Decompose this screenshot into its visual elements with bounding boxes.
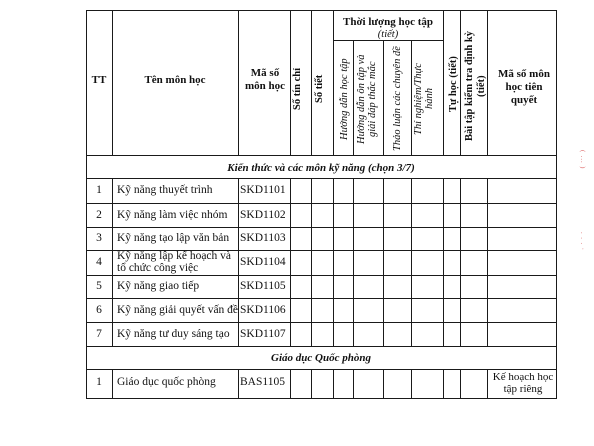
- header-course-code: Mã số môn học: [244, 67, 286, 92]
- header-review-line2: giải đáp thắc mắc: [367, 61, 378, 137]
- red-stamp-mark-2: . . . ·: [579, 232, 586, 251]
- header-tt: TT: [91, 74, 107, 86]
- grid-vline: [311, 10, 312, 156]
- row-prerequisite-line1: Kế hoạch học: [492, 371, 554, 383]
- header-review: [356, 44, 378, 154]
- row-course-code: SKD1105: [240, 280, 286, 292]
- header-prerequisite: Mã số môn học tiên quyết: [498, 68, 550, 106]
- grid-vline: [333, 178, 334, 347]
- row-course-code: SKD1104: [240, 256, 286, 268]
- header-study-duration: Thời lượng học tập: [343, 16, 433, 28]
- header-periods: Số tiết: [314, 74, 325, 104]
- row-prerequisite-line2: tập riêng: [503, 383, 543, 395]
- grid-vline: [353, 40, 354, 156]
- row-course-name: Kỹ năng làm việc nhóm: [117, 209, 228, 221]
- header-periodic-test-line2: (tiết): [476, 75, 487, 97]
- header-lab-line2: hành: [424, 88, 435, 110]
- grid-vline: [290, 10, 291, 156]
- grid-vline: [443, 178, 444, 347]
- row-course-code: SKD1101: [240, 184, 286, 196]
- header-course-name: Tên môn học: [144, 74, 206, 86]
- grid-vline: [383, 178, 384, 347]
- row-course-name: Kỹ năng tư duy sáng tạo: [117, 328, 230, 340]
- header-lab-line1: Thí nghiệm/Thực: [413, 63, 424, 135]
- grid-vline: [383, 369, 384, 399]
- grid-vline: [353, 178, 354, 347]
- header-study-duration-unit: (tiết): [377, 29, 399, 40]
- header-discussion: Thảo luận các chuyên đề: [392, 46, 403, 152]
- row-tt: 4: [96, 256, 102, 268]
- grid-vline: [238, 178, 239, 347]
- row-course-code: SKD1102: [240, 209, 286, 221]
- grid-vline: [460, 10, 461, 156]
- grid-vline: [238, 369, 239, 399]
- grid-vline: [411, 369, 412, 399]
- grid-vline: [290, 178, 291, 347]
- row-tt: 6: [96, 304, 102, 316]
- grid-vline: [238, 10, 239, 156]
- row-course-name: Giáo dục quốc phòng: [117, 376, 216, 388]
- grid-vline: [411, 40, 412, 156]
- row-tt: 1: [96, 376, 102, 388]
- row-tt: 7: [96, 328, 102, 340]
- grid-vline: [353, 369, 354, 399]
- grid-vline: [290, 369, 291, 399]
- header-credits: Số tín chỉ: [292, 68, 303, 111]
- row-course-name: Kỹ năng giải quyết vấn đề: [117, 304, 239, 316]
- header-guided-study: Hướng dẫn học tập: [339, 58, 350, 140]
- header-periodic-test-line1: Bài tập kiểm tra định kỳ: [464, 31, 475, 141]
- row-course-name: Kỹ năng thuyết trình: [117, 184, 213, 196]
- row-course-code: SKD1103: [240, 232, 286, 244]
- grid-vline: [383, 40, 384, 156]
- header-review-line1: Hướng dẫn ôn tập và: [356, 54, 367, 144]
- grid-vline: [443, 369, 444, 399]
- grid-vline: [112, 369, 113, 399]
- grid-vline: [556, 10, 557, 399]
- row-prerequisite: [487, 371, 559, 395]
- row-course-name-line1: Kỹ năng lập kế hoạch và: [117, 250, 232, 262]
- grid-vline: [311, 369, 312, 399]
- grid-vline: [411, 178, 412, 347]
- row-course-name-line2: tổ chức công việc: [117, 262, 199, 274]
- grid-vline: [460, 369, 461, 399]
- row-course-name: Kỹ năng tạo lập văn bản: [117, 232, 230, 244]
- grid-vline: [487, 178, 488, 347]
- row-tt: 2: [96, 209, 102, 221]
- grid-vline: [311, 178, 312, 347]
- grid-vline: [333, 369, 334, 399]
- grid-vline: [443, 10, 444, 156]
- row-tt: 3: [96, 232, 102, 244]
- section-title-skills: Kiến thức và các môn kỹ năng (chọn 3/7): [227, 162, 415, 174]
- row-tt: 1: [96, 184, 102, 196]
- row-course-code: SKD1107: [240, 328, 286, 340]
- header-lab: [413, 44, 435, 154]
- header-periodic-test: [464, 18, 488, 154]
- row-course-code: SKD1106: [240, 304, 286, 316]
- row-course-name: Kỹ năng giao tiếp: [117, 280, 200, 292]
- row-course-code: BAS1105: [240, 376, 285, 388]
- row-course-name: [117, 250, 237, 274]
- grid-vline: [460, 178, 461, 347]
- red-stamp-mark: ( ... ): [579, 150, 586, 170]
- grid-vline: [112, 178, 113, 347]
- header-self-study: Tự học (tiết): [448, 56, 459, 112]
- section-title-defense: Giáo dục Quốc phòng: [271, 352, 371, 364]
- row-tt: 5: [96, 280, 102, 292]
